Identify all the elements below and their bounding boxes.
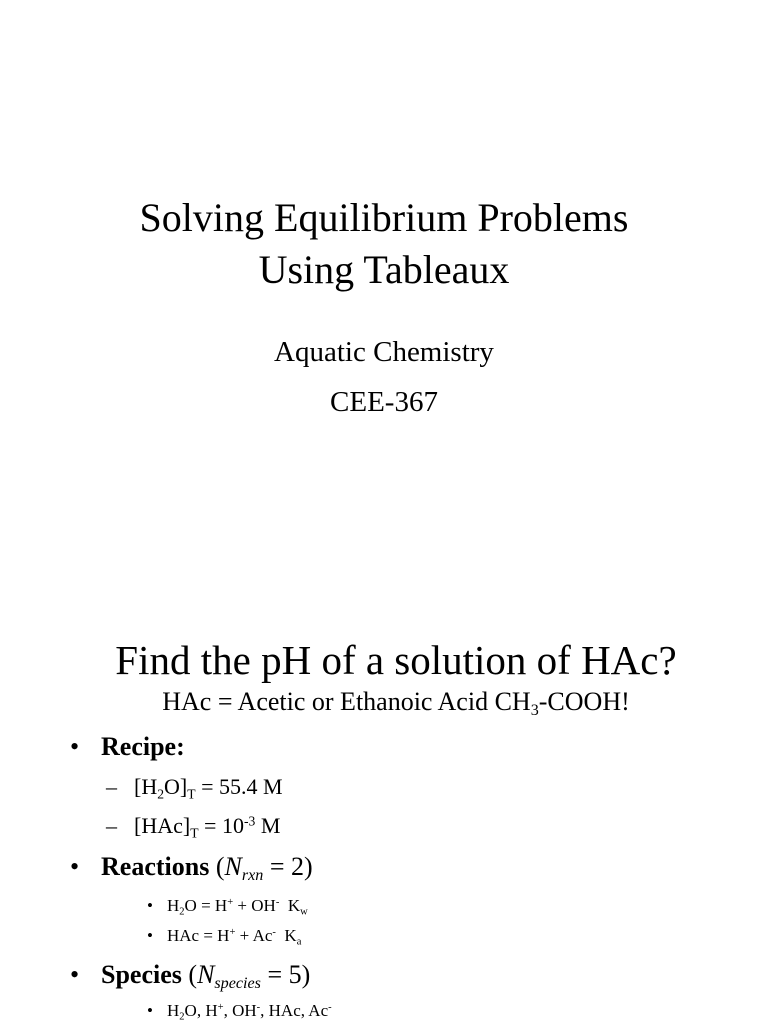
text: = 2) — [263, 852, 313, 881]
slide-2-subtitle — [0, 686, 768, 718]
text: = 10 — [198, 813, 244, 838]
dash-icon: – — [106, 813, 117, 838]
recipe-item-hac — [106, 813, 280, 839]
text: + Ac — [235, 926, 273, 945]
text: H — [167, 1001, 180, 1020]
superscript: -3 — [243, 813, 256, 829]
text: M — [255, 813, 281, 838]
subscript: T — [187, 786, 196, 802]
bullet-species — [70, 960, 311, 993]
course-code: CEE-367 — [330, 386, 438, 418]
subscript: w — [300, 906, 308, 918]
text: [H — [134, 774, 158, 799]
reaction-water — [147, 896, 308, 916]
bullet-icon: • — [147, 896, 153, 915]
recipe-label: Recipe: — [101, 732, 185, 761]
bullet-recipe — [70, 732, 185, 762]
superscript: + — [227, 897, 234, 909]
text: = 55.4 M — [195, 774, 283, 799]
slide-2 — [0, 512, 768, 1024]
superscript: + — [229, 927, 236, 939]
superscript: - — [272, 927, 276, 939]
superscript: + — [217, 1002, 224, 1014]
text: H — [167, 896, 180, 915]
text: , HAc, Ac — [260, 1001, 329, 1020]
subtitle-sub-a: 3 — [530, 702, 539, 720]
title-line-2: Using Tableaux — [258, 247, 510, 292]
species-label: Species — [101, 960, 182, 989]
subscript: rxn — [241, 867, 264, 885]
text: ( — [209, 852, 225, 881]
bullet-reactions — [70, 852, 313, 885]
bullet-icon: • — [147, 1001, 153, 1020]
bullet-icon: • — [70, 732, 80, 761]
text: ( — [181, 960, 198, 989]
superscript: - — [275, 897, 280, 909]
subtitle-text-b: -COOH! — [538, 687, 630, 716]
variable: N — [224, 852, 242, 881]
text: + OH — [233, 896, 276, 915]
text: K — [279, 896, 301, 915]
subscript: 2 — [179, 906, 185, 918]
text: K — [275, 926, 297, 945]
text: = 5) — [260, 960, 311, 989]
reaction-hac — [147, 926, 301, 946]
text: O = H — [184, 896, 228, 915]
bullet-icon: • — [70, 852, 80, 881]
slide-1-title — [0, 192, 768, 296]
species-list — [147, 1001, 332, 1021]
subtitle-text-a: HAc = Acetic or Ethanoic Acid CH — [162, 687, 531, 716]
bullet-icon: • — [147, 926, 153, 945]
text: O, H — [184, 1001, 218, 1020]
dash-icon: – — [106, 774, 117, 799]
subscript: species — [214, 975, 261, 993]
superscript: - — [256, 1002, 261, 1014]
subscript: a — [296, 936, 302, 948]
slide-2-title: Find the pH of a solution of HAc? — [115, 637, 677, 683]
text: , OH — [223, 1001, 257, 1020]
subscript: 2 — [157, 786, 165, 802]
subscript: 2 — [179, 1011, 185, 1023]
superscript: - — [328, 1002, 332, 1014]
text: [HAc] — [134, 813, 191, 838]
course-name: Aquatic Chemistry — [274, 336, 494, 368]
recipe-item-water — [106, 774, 283, 800]
text: HAc = H — [167, 926, 230, 945]
title-line-1: Solving Equilibrium Problems — [139, 195, 629, 240]
bullet-icon: • — [70, 960, 80, 989]
reactions-label: Reactions — [101, 852, 210, 881]
variable: N — [197, 960, 215, 989]
text: O] — [164, 774, 188, 799]
subscript: T — [190, 825, 199, 841]
